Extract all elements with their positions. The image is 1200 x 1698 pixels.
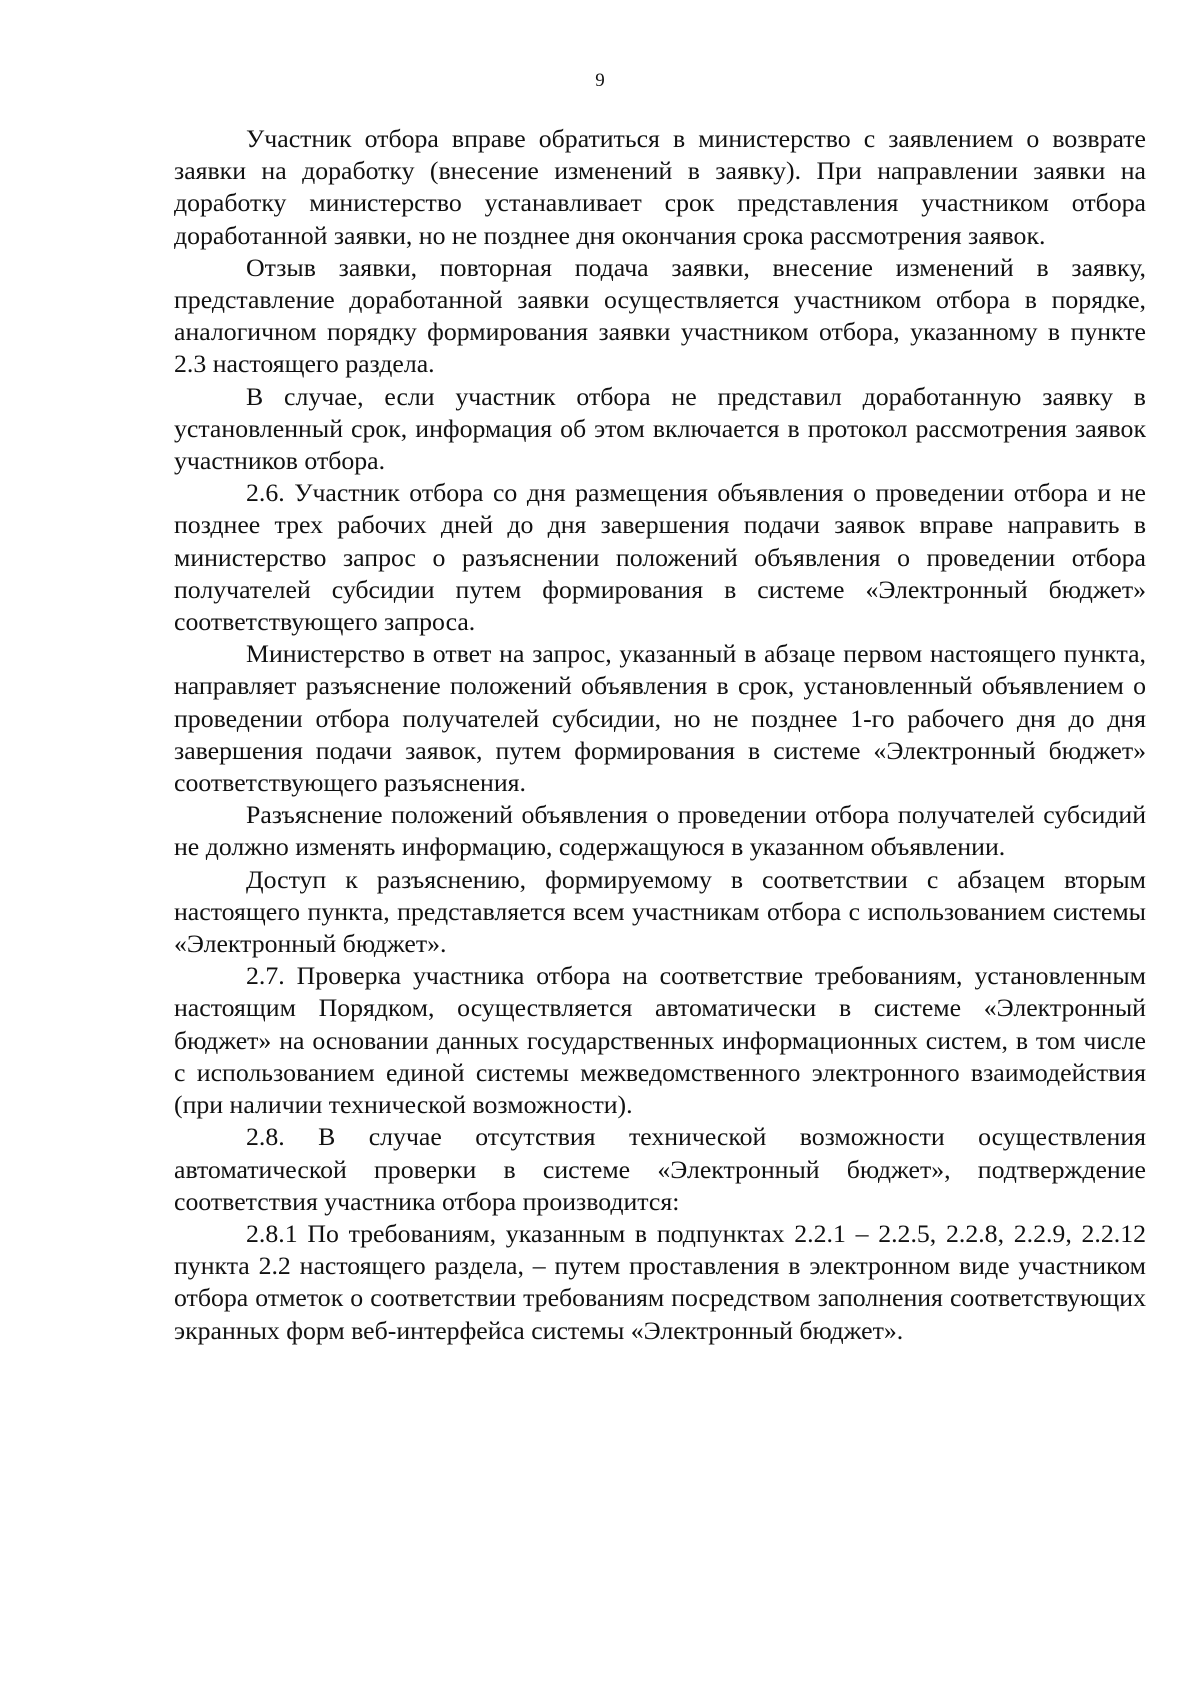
paragraph-missed-deadline: В случае, если участник отбора не представил доработанную заявку в установленный срок, информация об этом включается в протокол рассмотрения заявок участников отбора. [174, 381, 1146, 476]
document-body [174, 123, 1146, 1347]
paragraph-resubmission: Отзыв заявки, повторная подача заявки, внесение изменений в заявку, представление доработанной заявки осуществляется участником отбора в порядке, аналогичном порядку формирования заявки участником отбора, указанному в пункте 2.3 настоящего раздела. [174, 252, 1146, 379]
paragraph-withdrawal-request: Участник отбора вправе обратиться в министерство с заявлением о возврате заявки на доработку (внесение изменений в заявку). При направлении заявки на доработку министерство устанавливает срок представления участником отбора доработанной заявки, но не позднее дня окончания срока рассмотрения заявок. [174, 124, 1146, 250]
paragraph-2-8-1: 2.8.1 По требованиям, указанным в подпунктах 2.2.1 – 2.2.5, 2.2.8, 2.2.9, 2.2.12 пункта 2.2 настоящего раздела, – путем проставления в электронном виде участником отбора отметок о соответствии требованиям посредством заполнения соответствующих экранных форм веб-интерфейса системы «Электронный бюджет». [174, 1218, 1146, 1345]
paragraph-ministry-response: Министерство в ответ на запрос, указанный в абзаце первом настоящего пункта, направляет разъяснение положений объявления в срок, установленный объявлением о проведении отбора получателей субсидии, но не позднее 1-го рабочего дня до дня завершения подачи заявок, путем формирования в системе «Электронный бюджет» соответствующего разъяснения. [174, 639, 1146, 798]
paragraph-clarification-access: Доступ к разъяснению, формируемому в соответствии с абзацем вторым настоящего пункта, представляется всем участникам отбора с использованием системы «Электронный бюджет». [174, 864, 1146, 959]
paragraph-2-8: 2.8. В случае отсутствия технической возможности осуществления автоматической проверки в системе «Электронный бюджет», подтверждение соответствия участника отбора производится: [174, 1122, 1146, 1216]
paragraph-2-6: 2.6. Участник отбора со дня размещения объявления о проведении отбора и не позднее трех рабочих дней до дня завершения подачи заявок вправе направить в министерство запрос о разъяснении положений объявления о проведении отбора получателей субсидии путем формирования в системе «Электронный бюджет» соответствующего запроса. [174, 478, 1146, 637]
page-number: 9 [595, 70, 605, 91]
paragraph-2-7: 2.7. Проверка участника отбора на соответствие требованиям, установленным настоящим Порядком, осуществляется автоматически в системе «Электронный бюджет» на основании данных государственных информационных систем, в том числе с использованием единой системы межведомственного электронного взаимодействия (при наличии технической возможности). [174, 961, 1146, 1120]
paragraph-clarification-limits: Разъяснение положений объявления о проведении отбора получателей субсидий не должно изменять информацию, содержащуюся в указанном объявлении. [174, 800, 1146, 862]
